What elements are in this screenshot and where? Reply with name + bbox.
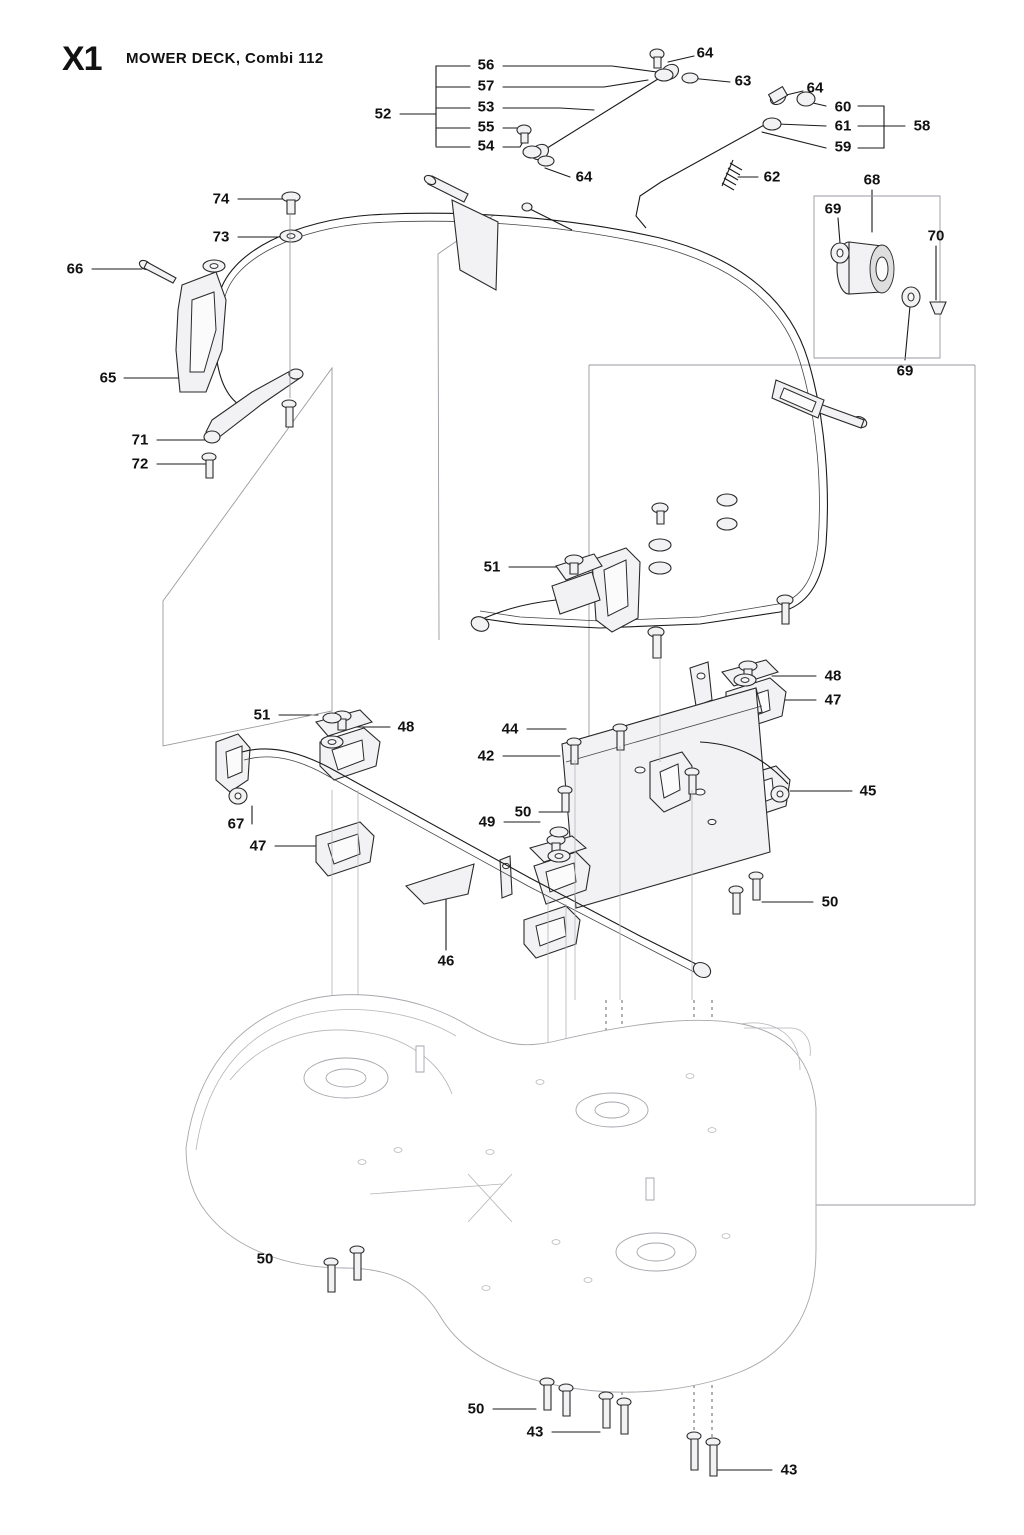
callout-63: 63 xyxy=(734,72,752,90)
callout-56: 56 xyxy=(477,56,495,74)
callout-71: 71 xyxy=(131,431,149,449)
callout-51b: 51 xyxy=(253,706,271,724)
callout-45: 45 xyxy=(859,782,877,800)
callout-50c: 50 xyxy=(256,1250,274,1268)
callout-42: 42 xyxy=(477,747,495,765)
callout-48b: 48 xyxy=(397,718,415,736)
callout-69a: 69 xyxy=(824,200,842,218)
page-title: MOWER DECK, Combi 112 xyxy=(126,50,324,67)
callout-61: 61 xyxy=(834,117,852,135)
callout-43a: 43 xyxy=(526,1423,544,1441)
callout-59: 59 xyxy=(834,138,852,156)
callout-50b: 50 xyxy=(821,893,839,911)
callout-67: 67 xyxy=(227,815,245,833)
bracket-47-48-left xyxy=(216,710,380,876)
callout-70: 70 xyxy=(927,227,945,245)
callout-60: 60 xyxy=(834,98,852,116)
callout-65: 65 xyxy=(99,369,117,387)
callout-72: 72 xyxy=(131,455,149,473)
callout-49: 49 xyxy=(478,813,496,831)
roller-assembly-68 xyxy=(831,242,946,314)
callout-52: 52 xyxy=(374,105,392,123)
handle-bail-main xyxy=(216,203,828,628)
callout-57: 57 xyxy=(477,77,495,95)
callout-53: 53 xyxy=(477,98,495,116)
callout-51a: 51 xyxy=(483,558,501,576)
callout-74: 74 xyxy=(212,190,230,208)
mower-deck-outline xyxy=(186,995,816,1392)
callout-58: 58 xyxy=(913,117,931,135)
callout-54: 54 xyxy=(477,137,495,155)
link-rod-assembly-58 xyxy=(636,87,815,228)
callout-46: 46 xyxy=(437,952,455,970)
callout-64: 64 xyxy=(696,44,714,62)
callout-66: 66 xyxy=(66,260,84,278)
callout-64b: 64 xyxy=(806,79,824,97)
callout-50d: 50 xyxy=(467,1400,485,1418)
callout-62: 62 xyxy=(763,168,781,186)
callout-44: 44 xyxy=(501,720,519,738)
callout-48a: 48 xyxy=(824,667,842,685)
rod-74-shaft xyxy=(282,214,296,427)
callout-47b: 47 xyxy=(249,837,267,855)
callout-55: 55 xyxy=(477,118,495,136)
page-title-code: X1 xyxy=(62,40,102,78)
callout-43b: 43 xyxy=(780,1461,798,1479)
callout-69b: 69 xyxy=(896,362,914,380)
callout-64c: 64 xyxy=(575,168,593,186)
callout-50a: 50 xyxy=(514,803,532,821)
bracket-51-upper xyxy=(552,494,793,658)
callout-73: 73 xyxy=(212,228,230,246)
callout-47a: 47 xyxy=(824,691,842,709)
spring-62 xyxy=(722,160,742,190)
callout-68: 68 xyxy=(863,171,881,189)
